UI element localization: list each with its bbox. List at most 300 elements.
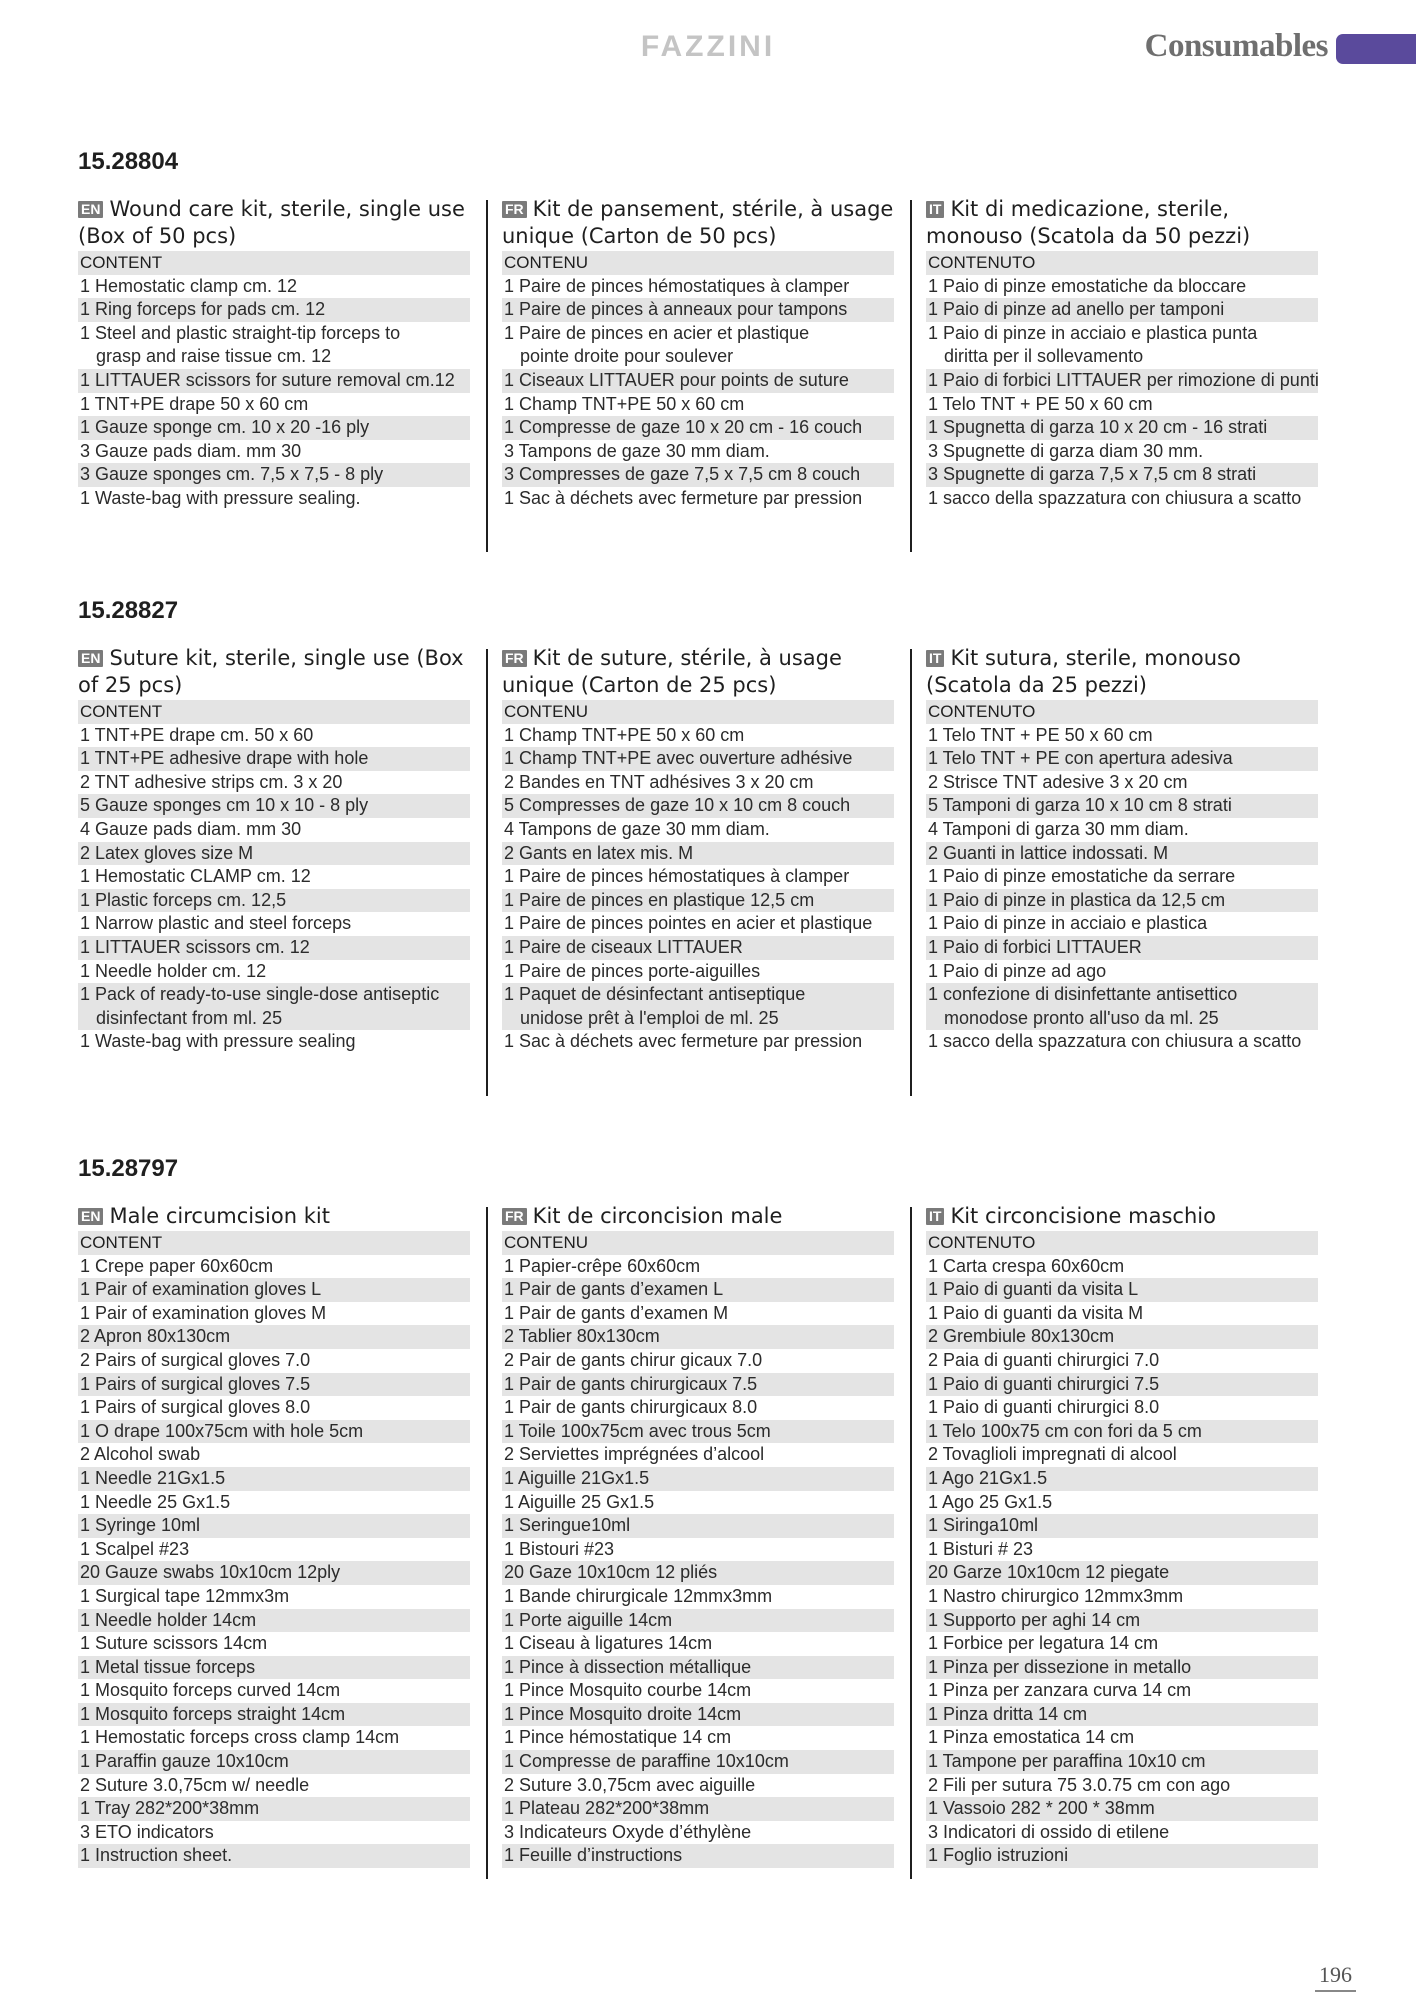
list-item-text: 1 Ciseau à ligatures 14cm: [504, 1633, 713, 1654]
list-item-text: 1 Paio di pinze emostatiche da serrare: [928, 866, 1236, 887]
list-item-text: 2 Guanti in lattice indossati. M: [928, 842, 1169, 863]
category-tab: [1336, 34, 1416, 64]
list-item: [502, 1774, 894, 1798]
list-item-text: 1 Porte aiguille 14cm: [504, 1609, 673, 1630]
list-item: [502, 747, 894, 771]
list-item-text: 1 Paio di forbici LITTAUER: [928, 936, 1142, 957]
lang-badge: IT: [926, 650, 944, 667]
list-item: [926, 747, 1318, 771]
list-item: [78, 1325, 470, 1349]
list-item: [926, 889, 1318, 913]
list-item: [78, 416, 470, 440]
list-item: [502, 440, 894, 464]
list-item: [926, 1278, 1318, 1302]
list-item-text: 1 Pince hémostatique 14 cm: [504, 1727, 732, 1748]
kit-title: [78, 196, 470, 250]
kit-title-text: Kit de pansement, stérile, à usage unique (Carton de 50 pcs): [502, 197, 894, 248]
list-item-text: 1 Pairs of surgical gloves 7.5: [80, 1373, 311, 1394]
content-label: CONTENUTO: [926, 251, 1318, 275]
list-item: [78, 1278, 470, 1302]
product-code: 15.28804: [78, 148, 179, 175]
list-item-text: 1 Needle holder 14cm: [80, 1609, 257, 1630]
kit-title-text: Kit de suture, stérile, à usage unique (Carton de 25 pcs): [502, 646, 842, 697]
list-item-text: 1 Paraffin gauze 10x10cm: [80, 1751, 289, 1772]
list-item: [78, 463, 470, 487]
list-item-text: 1 Pinza per dissezione in metallo: [928, 1656, 1192, 1677]
list-item: [926, 1396, 1318, 1420]
list-item-text: 1 Pair of examination gloves L: [80, 1279, 322, 1300]
list-item: [78, 818, 470, 842]
list-item: [502, 936, 894, 960]
list-item: [78, 1821, 470, 1845]
list-item-text: 1 Gauze sponge cm. 10 x 20 -16 ply: [80, 417, 370, 438]
list-item: [502, 1373, 894, 1397]
list-item-text: 1 Surgical tape 12mmx3m: [80, 1585, 290, 1606]
content-list: [926, 275, 1318, 511]
column-fr: [502, 196, 894, 511]
list-item-text: 1 Papier-crêpe 60x60cm: [504, 1255, 701, 1276]
list-item: [78, 842, 470, 866]
list-item-text: 3 Compresses de gaze 7,5 x 7,5 cm 8 couch: [504, 464, 861, 485]
list-item-text: 1 Champ TNT+PE 50 x 60 cm: [504, 724, 745, 745]
kit-title: [78, 1203, 470, 1230]
list-item: [78, 1030, 470, 1054]
list-item-text: 1 Paquet de désinfectant antiseptique: [504, 984, 806, 1005]
list-item-text: 1 Foglio istruzioni: [928, 1845, 1069, 1866]
list-item-text: 5 Compresses de gaze 10 x 10 cm 8 couch: [504, 795, 851, 816]
content-label: CONTENUTO: [926, 700, 1318, 724]
list-item-text: 1 Pair of examination gloves M: [80, 1302, 327, 1323]
list-item-text: 1 Plastic forceps cm. 12,5: [80, 889, 287, 910]
list-item: [78, 1726, 470, 1750]
content-list: [78, 724, 470, 1054]
list-item-text: 1 Paire de pinces hémostatiques à clamper: [504, 866, 850, 887]
kit-title-text: Kit sutura, sterile, monouso (Scatola da 25 pezzi): [926, 646, 1241, 697]
list-item: [502, 960, 894, 984]
list-item-text: 1 Pair de gants d’examen M: [504, 1302, 729, 1323]
list-item: [926, 960, 1318, 984]
list-item-text: 2 Fili per sutura 75 3.0.75 cm con ago: [928, 1774, 1231, 1795]
list-item-text: 1 Needle holder cm. 12: [80, 960, 267, 981]
list-item-text: 1 Pince à dissection métallique: [504, 1656, 752, 1677]
list-item-text: 1 Paio di pinze ad anello per tamponi: [928, 299, 1225, 320]
list-item: [926, 463, 1318, 487]
list-item-text: 2 Tablier 80x130cm: [504, 1326, 660, 1347]
list-item: [502, 393, 894, 417]
list-item-text: 1 Nastro chirurgico 12mmx3mm: [928, 1585, 1184, 1606]
list-item-text: 3 Spugnette di garza 7,5 x 7,5 cm 8 strati: [928, 464, 1257, 485]
page-number: 196: [1315, 1962, 1356, 1992]
list-item-text: 1 Sac à déchets avec fermeture par pression: [504, 487, 863, 508]
list-item: [502, 865, 894, 889]
list-item: [502, 794, 894, 818]
list-item: [78, 487, 470, 511]
list-item-text: 1 Paio di guanti chirurgici 7.5: [928, 1373, 1160, 1394]
list-item-text: 4 Tampons de gaze 30 mm diam.: [504, 818, 770, 839]
list-item: [502, 912, 894, 936]
list-item-text: 1 Paio di guanti da visita M: [928, 1302, 1144, 1323]
kit-title: [926, 645, 1318, 699]
list-item-text: 20 Gauze swabs 10x10cm 12ply: [80, 1562, 341, 1583]
list-item: [78, 1609, 470, 1633]
list-item: [926, 1726, 1318, 1750]
list-item-text: 1 Waste-bag with pressure sealing.: [80, 487, 361, 508]
lang-badge: IT: [926, 201, 944, 218]
list-item-text: 1 Ring forceps for pads cm. 12: [80, 299, 326, 320]
product-code: 15.28827: [78, 597, 179, 624]
list-item: [502, 1420, 894, 1444]
kit-title-text: Kit di medicazione, sterile, monouso (Scatola da 50 pezzi): [926, 197, 1251, 248]
list-item-text: 1 Narrow plastic and steel forceps: [80, 913, 352, 934]
list-item-text: 1 Paio di guanti da visita L: [928, 1279, 1139, 1300]
list-item: [78, 1774, 470, 1798]
list-item-text: 2 Paia di guanti chirurgici 7.0: [928, 1349, 1160, 1370]
column-en: [78, 196, 470, 511]
list-item-text: 1 Steel and plastic straight-tip forceps to: [80, 322, 401, 343]
content-list: [502, 1255, 894, 1868]
list-item-text: 2 Serviettes imprégnées d’alcool: [504, 1444, 765, 1465]
list-item-text: 2 Strisce TNT adesive 3 x 20 cm: [928, 771, 1188, 792]
list-item: [502, 842, 894, 866]
list-item: [926, 322, 1318, 369]
list-item: [926, 1302, 1318, 1326]
list-item: [502, 1325, 894, 1349]
list-item: [502, 298, 894, 322]
list-item: [926, 487, 1318, 511]
list-item-text: 20 Gaze 10x10cm 12 pliés: [504, 1562, 718, 1583]
list-item-text: 2 Tovaglioli impregnati di alcool: [928, 1444, 1177, 1465]
list-item: [926, 1585, 1318, 1609]
list-item-text: 1 Paio di pinze in acciaio e plastica: [928, 913, 1208, 934]
list-item-text: 1 Metal tissue forceps: [80, 1656, 256, 1677]
list-item: [502, 487, 894, 511]
list-item-text: 20 Garze 10x10cm 12 piegate: [928, 1562, 1170, 1583]
list-item: [926, 1443, 1318, 1467]
list-item-text: 1 Needle 25 Gx1.5: [80, 1491, 231, 1512]
list-item: [78, 1443, 470, 1467]
list-item: [926, 1797, 1318, 1821]
list-item-text: 1 Paire de pinces porte-aiguilles: [504, 960, 761, 981]
list-item-text: 1 Forbice per legatura 14 cm: [928, 1633, 1159, 1654]
list-item: [78, 1585, 470, 1609]
list-item-text: 1 Pinza dritta 14 cm: [928, 1703, 1088, 1724]
list-item: [78, 865, 470, 889]
list-item: [502, 369, 894, 393]
list-item: [926, 1420, 1318, 1444]
list-item: [502, 889, 894, 913]
column-en: [78, 1203, 470, 1868]
list-item: [78, 1679, 470, 1703]
list-item-text: 1 Hemostatic forceps cross clamp 14cm: [80, 1727, 400, 1748]
list-item-text: 2 Grembiule 80x130cm: [928, 1326, 1115, 1347]
list-item: [78, 1396, 470, 1420]
list-item: [926, 275, 1318, 299]
list-item: [78, 1255, 470, 1279]
content-list: [502, 724, 894, 1054]
list-item: [926, 912, 1318, 936]
list-item-text: 1 Paio di pinze ad ago: [928, 960, 1107, 981]
list-item: [502, 275, 894, 299]
list-item-continuation: diritta per il sollevamento: [944, 346, 1144, 367]
product-block-15-28804: [78, 146, 1348, 508]
content-label: CONTENUTO: [926, 1231, 1318, 1255]
list-item: [78, 1561, 470, 1585]
list-item-text: 1 Sac à déchets avec fermeture par pression: [504, 1031, 863, 1052]
list-item-text: 1 Plateau 282*200*38mm: [504, 1798, 710, 1819]
list-item-text: 2 Suture 3.0,75cm w/ needle: [80, 1774, 310, 1795]
list-item: [502, 1491, 894, 1515]
list-item-text: 1 Tampone per paraffina 10x10 cm: [928, 1751, 1206, 1772]
product-block-15-28827: [78, 595, 1348, 1052]
list-item: [502, 416, 894, 440]
list-item: [502, 1585, 894, 1609]
list-item: [78, 983, 470, 1030]
list-item-text: 1 Paire de pinces en plastique 12,5 cm: [504, 889, 815, 910]
list-item: [926, 298, 1318, 322]
list-item-text: 3 Indicateurs Oxyde d’éthylène: [504, 1821, 752, 1842]
list-item-text: 1 Mosquito forceps straight 14cm: [80, 1703, 346, 1724]
list-item-text: 1 Paio di pinze in plastica da 12,5 cm: [928, 889, 1226, 910]
list-item: [502, 1821, 894, 1845]
list-item: [926, 1679, 1318, 1703]
list-item-text: 1 TNT+PE drape cm. 50 x 60: [80, 724, 314, 745]
list-item-text: 1 Paire de pinces pointes en acier et plastique: [504, 913, 873, 934]
list-item-text: 1 Bisturi # 23: [928, 1538, 1034, 1559]
list-item: [502, 1797, 894, 1821]
list-item: [78, 794, 470, 818]
content-label: CONTENU: [502, 700, 894, 724]
list-item: [502, 463, 894, 487]
list-item-text: 1 Tray 282*200*38mm: [80, 1798, 260, 1819]
lang-badge: IT: [926, 1208, 944, 1225]
kit-title: [78, 645, 470, 699]
lang-badge: FR: [502, 650, 527, 667]
brand-logo: FAZZINI: [640, 30, 776, 63]
list-item: [926, 1656, 1318, 1680]
list-item-text: 2 Bandes en TNT adhésives 3 x 20 cm: [504, 771, 814, 792]
list-item: [926, 1373, 1318, 1397]
list-item: [78, 1656, 470, 1680]
list-item-text: 1 TNT+PE adhesive drape with hole: [80, 748, 369, 769]
list-item-text: 1 Champ TNT+PE avec ouverture adhésive: [504, 748, 853, 769]
lang-badge: EN: [78, 1208, 103, 1225]
list-item-text: 2 Alcohol swab: [80, 1444, 201, 1465]
list-item-text: 1 Paio di pinze emostatiche da bloccare: [928, 275, 1247, 296]
list-item: [926, 416, 1318, 440]
kit-title: [502, 1203, 894, 1230]
list-item: [926, 724, 1318, 748]
list-item-text: 1 Telo TNT + PE 50 x 60 cm: [928, 393, 1153, 414]
content-label: CONTENU: [502, 1231, 894, 1255]
list-item-text: 1 Compresse de paraffine 10x10cm: [504, 1751, 789, 1772]
list-item: [926, 818, 1318, 842]
kit-title-text: Kit circoncisione maschio: [950, 1204, 1216, 1228]
list-item-text: 1 Aiguille 21Gx1.5: [504, 1467, 650, 1488]
list-item-text: 4 Tamponi di garza 30 mm diam.: [928, 818, 1189, 839]
column-fr: [502, 645, 894, 1054]
list-item-text: 1 Syringe 10ml: [80, 1515, 201, 1536]
column-divider: [910, 649, 912, 1096]
lang-badge: EN: [78, 650, 103, 667]
list-item-text: 1 Siringa10ml: [928, 1515, 1039, 1536]
list-item-text: 1 LITTAUER scissors cm. 12: [80, 936, 310, 957]
list-item-text: 1 Feuille d’instructions: [504, 1845, 683, 1866]
list-item-text: 1 Supporto per aghi 14 cm: [928, 1609, 1141, 1630]
content-label: CONTENT: [78, 251, 470, 275]
list-item-text: 1 Ciseaux LITTAUER pour points de suture: [504, 369, 849, 390]
list-item: [502, 818, 894, 842]
list-item: [78, 322, 470, 369]
list-item-text: 1 Telo 100x75 cm con fori da 5 cm: [928, 1420, 1202, 1441]
list-item-text: 3 Indicatori di ossido di etilene: [928, 1821, 1170, 1842]
list-item-text: 1 Pinza emostatica 14 cm: [928, 1727, 1135, 1748]
list-item-text: 1 Hemostatic clamp cm. 12: [80, 275, 298, 296]
kit-title: [502, 196, 894, 250]
list-item: [502, 1396, 894, 1420]
column-fr: [502, 1203, 894, 1868]
list-item: [926, 440, 1318, 464]
list-item-text: 1 O drape 100x75cm with hole 5cm: [80, 1420, 364, 1441]
list-item: [78, 936, 470, 960]
list-item: [78, 275, 470, 299]
list-item: [78, 393, 470, 417]
content-label: CONTENT: [78, 1231, 470, 1255]
list-item: [926, 1844, 1318, 1868]
list-item-text: 1 Needle 21Gx1.5: [80, 1467, 226, 1488]
list-item-text: 3 Gauze sponges cm. 7,5 x 7,5 - 8 ply: [80, 464, 384, 485]
list-item: [926, 369, 1318, 393]
list-item-text: 1 Compresse de gaze 10 x 20 cm - 16 couch: [504, 417, 863, 438]
list-item: [502, 1443, 894, 1467]
list-item: [502, 1255, 894, 1279]
kit-title: [502, 645, 894, 699]
list-item: [502, 1703, 894, 1727]
list-item: [502, 1750, 894, 1774]
list-item: [926, 1514, 1318, 1538]
list-item: [78, 1632, 470, 1656]
list-item-text: 3 ETO indicators: [80, 1821, 214, 1842]
list-item: [926, 1703, 1318, 1727]
list-item: [502, 1302, 894, 1326]
list-item: [502, 1656, 894, 1680]
column-it: [926, 1203, 1318, 1868]
list-item-text: 1 Crepe paper 60x60cm: [80, 1255, 274, 1276]
list-item-text: 1 Scalpel #23: [80, 1538, 190, 1559]
list-item: [78, 1349, 470, 1373]
list-item-text: 1 Pair de gants chirurgicaux 7.5: [504, 1373, 758, 1394]
column-divider: [486, 1207, 488, 1879]
content-list: [78, 1255, 470, 1868]
list-item: [502, 771, 894, 795]
list-item: [502, 322, 894, 369]
list-item-text: 2 Apron 80x130cm: [80, 1326, 231, 1347]
list-item: [502, 1632, 894, 1656]
list-item: [78, 1844, 470, 1868]
list-item-text: 5 Tamponi di garza 10 x 10 cm 8 strati: [928, 795, 1232, 816]
list-item-text: 2 TNT adhesive strips cm. 3 x 20: [80, 771, 343, 792]
list-item-text: 1 Ago 25 Gx1.5: [928, 1491, 1053, 1512]
list-item: [502, 1844, 894, 1868]
list-item: [926, 1325, 1318, 1349]
list-item-text: 1 TNT+PE drape 50 x 60 cm: [80, 393, 309, 414]
list-item: [926, 1774, 1318, 1798]
list-item: [926, 1030, 1318, 1054]
list-item: [502, 983, 894, 1030]
column-it: [926, 645, 1318, 1054]
list-item: [926, 865, 1318, 889]
list-item-text: 1 Toile 100x75cm avec trous 5cm: [504, 1420, 771, 1441]
list-item-continuation: disinfectant from ml. 25: [96, 1007, 283, 1028]
list-item: [78, 1514, 470, 1538]
list-item-text: 1 LITTAUER scissors for suture removal cm.12: [80, 369, 455, 390]
list-item-text: 2 Gants en latex mis. M: [504, 842, 694, 863]
list-item: [926, 1349, 1318, 1373]
list-item: [78, 747, 470, 771]
list-item: [502, 1561, 894, 1585]
list-item-text: 1 Pince Mosquito droite 14cm: [504, 1703, 742, 1724]
list-item-continuation: unidose prêt à l'emploi de ml. 25: [520, 1007, 779, 1028]
content-list: [926, 724, 1318, 1054]
list-item: [78, 1302, 470, 1326]
list-item-text: 1 Spugnetta di garza 10 x 20 cm - 16 strati: [928, 417, 1268, 438]
list-item: [926, 1538, 1318, 1562]
list-item: [78, 1491, 470, 1515]
list-item: [502, 1726, 894, 1750]
product-code: 15.28797: [78, 1155, 179, 1182]
list-item: [78, 369, 470, 393]
list-item: [926, 393, 1318, 417]
list-item: [926, 1632, 1318, 1656]
list-item: [78, 771, 470, 795]
list-item-text: 1 Champ TNT+PE 50 x 60 cm: [504, 393, 745, 414]
content-list: [78, 275, 470, 511]
list-item: [78, 912, 470, 936]
list-item: [926, 1491, 1318, 1515]
list-item-text: 1 Paio di forbici LITTAUER per rimozione di punti: [928, 369, 1319, 390]
list-item-text: 2 Latex gloves size M: [80, 842, 254, 863]
list-item-text: 1 Telo TNT + PE 50 x 60 cm: [928, 724, 1153, 745]
list-item: [78, 440, 470, 464]
list-item-text: 1 sacco della spazzatura con chiusura a scatto: [928, 1031, 1302, 1052]
lang-badge: FR: [502, 201, 527, 218]
list-item: [926, 936, 1318, 960]
list-item: [78, 1373, 470, 1397]
column-divider: [910, 200, 912, 552]
list-item: [78, 724, 470, 748]
kit-title-text: Male circumcision kit: [109, 1204, 330, 1228]
list-item: [78, 889, 470, 913]
list-item-text: 1 Instruction sheet.: [80, 1845, 233, 1866]
list-item-text: 1 Telo TNT + PE con apertura adesiva: [928, 748, 1233, 769]
list-item: [502, 724, 894, 748]
list-item-text: 1 Vassoio 282 * 200 * 38mm: [928, 1798, 1155, 1819]
list-item: [502, 1538, 894, 1562]
list-item-text: 1 Aiguille 25 Gx1.5: [504, 1491, 655, 1512]
list-item-text: 1 Paire de pinces en acier et plastique: [504, 322, 810, 343]
list-item: [78, 960, 470, 984]
list-item-text: 1 Pair de gants d’examen L: [504, 1279, 724, 1300]
list-item: [926, 1561, 1318, 1585]
list-item: [502, 1278, 894, 1302]
list-item: [78, 298, 470, 322]
list-item-text: 2 Pair de gants chirur gicaux 7.0: [504, 1349, 763, 1370]
content-label: CONTENU: [502, 251, 894, 275]
lang-badge: FR: [502, 1208, 527, 1225]
list-item-text: 4 Gauze pads diam. mm 30: [80, 818, 302, 839]
list-item-text: 3 Spugnette di garza diam 30 mm.: [928, 440, 1204, 461]
category-title: Consumables: [1144, 28, 1328, 64]
list-item-continuation: monodose pronto all'uso da ml. 25: [944, 1007, 1219, 1028]
